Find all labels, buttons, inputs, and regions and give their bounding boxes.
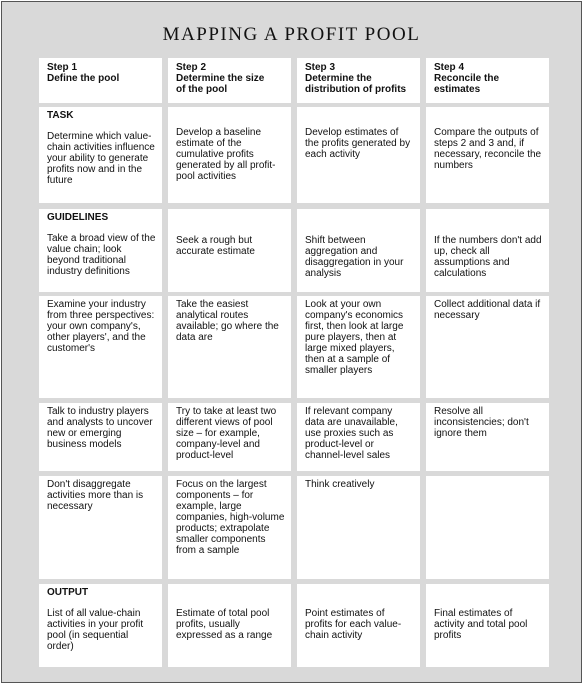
guideline-text: Shift between aggregation and disaggregation in your analysis bbox=[305, 235, 404, 279]
guideline-cell-4-step-4 bbox=[426, 476, 549, 579]
task-cell-step-3 bbox=[297, 107, 420, 203]
task-cell-step-1 bbox=[39, 107, 162, 203]
table-grid bbox=[2, 2, 581, 682]
profit-pool-table bbox=[1, 1, 582, 683]
guideline-cell-1-step-1 bbox=[39, 209, 162, 292]
guideline-cell-2-step-2 bbox=[168, 296, 291, 398]
guideline-text: Collect additional data if necessary bbox=[434, 299, 541, 321]
section-label-output: OUTPUT bbox=[47, 587, 89, 598]
task-text: Develop a baseline estimate of the cumulative profits generated by all profit-pool activities bbox=[176, 127, 276, 182]
column-header-step-3 bbox=[297, 58, 420, 103]
guideline-text: If relevant company data are unavailable, use proxies such as product-level or channel-level sales bbox=[305, 406, 398, 461]
guideline-text: Seek a rough but accurate estimate bbox=[176, 235, 255, 257]
guideline-cell-3-step-1 bbox=[39, 403, 162, 471]
guideline-text: Talk to industry players and analysts to uncover new or emerging business models bbox=[47, 406, 153, 450]
guideline-text: Take a broad view of the value chain; look beyond traditional industry definitions bbox=[47, 233, 156, 277]
output-text: Point estimates of profits for each value-chain activity bbox=[305, 608, 402, 641]
guideline-cell-1-step-4 bbox=[426, 209, 549, 292]
output-cell-step-2 bbox=[168, 584, 291, 667]
step-number: Step 4 bbox=[434, 62, 465, 73]
output-cell-step-4 bbox=[426, 584, 549, 667]
guideline-cell-2-step-3 bbox=[297, 296, 420, 398]
guideline-text: Try to take at least two different views of pool size – for example, company-level and product-level bbox=[176, 406, 277, 461]
guideline-text: Resolve all inconsistencies; don't ignore them bbox=[434, 406, 529, 439]
output-cell-step-3 bbox=[297, 584, 420, 667]
column-header-step-1 bbox=[39, 58, 162, 103]
guideline-text: Focus on the largest components – for example, large companies, high-volume products; extrapolate smaller components from a sample bbox=[176, 479, 285, 556]
column-header-step-4 bbox=[426, 58, 549, 103]
guideline-text: Examine your industry from three perspectives: your own company's, other players', and the customer's bbox=[47, 299, 155, 354]
step-name: Determine the distribution of profits bbox=[305, 73, 407, 95]
task-cell-step-2 bbox=[168, 107, 291, 203]
guideline-cell-3-step-3 bbox=[297, 403, 420, 471]
guideline-cell-3-step-2 bbox=[168, 403, 291, 471]
step-name: Determine the size of the pool bbox=[176, 73, 265, 95]
guideline-text: Don't disaggregate activities more than is necessary bbox=[47, 479, 144, 512]
task-text: Compare the outputs of steps 2 and 3 and, if necessary, reconcile the numbers bbox=[434, 127, 542, 171]
section-label-task: TASK bbox=[47, 110, 74, 121]
guideline-cell-4-step-2 bbox=[168, 476, 291, 579]
step-number: Step 1 bbox=[47, 62, 78, 73]
task-text: Determine which value-chain activities influence your ability to generate profits now and in the future bbox=[47, 131, 155, 186]
output-text: List of all value-chain activities in your profit pool (in sequential order) bbox=[47, 608, 144, 652]
guideline-cell-4-step-1 bbox=[39, 476, 162, 579]
step-number: Step 3 bbox=[305, 62, 336, 73]
guideline-text: If the numbers don't add up, check all assumptions and calculations bbox=[434, 235, 542, 279]
step-name: Define the pool bbox=[47, 73, 120, 84]
guideline-cell-2-step-4 bbox=[426, 296, 549, 398]
task-text: Develop estimates of the profits generated by each activity bbox=[305, 127, 411, 160]
guideline-text: Think creatively bbox=[305, 479, 375, 490]
guideline-cell-4-step-3 bbox=[297, 476, 420, 579]
output-text: Final estimates of activity and total pool profits bbox=[434, 608, 528, 641]
guideline-text: Take the easiest analytical routes available; go where the data are bbox=[176, 299, 279, 343]
guideline-cell-2-step-1 bbox=[39, 296, 162, 398]
task-cell-step-4 bbox=[426, 107, 549, 203]
guideline-cell-1-step-3 bbox=[297, 209, 420, 292]
section-label-guidelines: GUIDELINES bbox=[47, 212, 109, 223]
output-text: Estimate of total pool profits, usually expressed as a range bbox=[176, 608, 273, 641]
output-cell-step-1 bbox=[39, 584, 162, 667]
page-title: MAPPING A PROFIT POOL bbox=[162, 24, 421, 45]
step-name: Reconcile the estimates bbox=[434, 73, 500, 95]
guideline-text: Look at your own company's economics first, then look at large pure players, then at large mixed players, then at a sample of smaller players bbox=[305, 299, 404, 376]
guideline-cell-1-step-2 bbox=[168, 209, 291, 292]
guideline-cell-3-step-4 bbox=[426, 403, 549, 471]
step-number: Step 2 bbox=[176, 62, 207, 73]
column-header-step-2 bbox=[168, 58, 291, 103]
